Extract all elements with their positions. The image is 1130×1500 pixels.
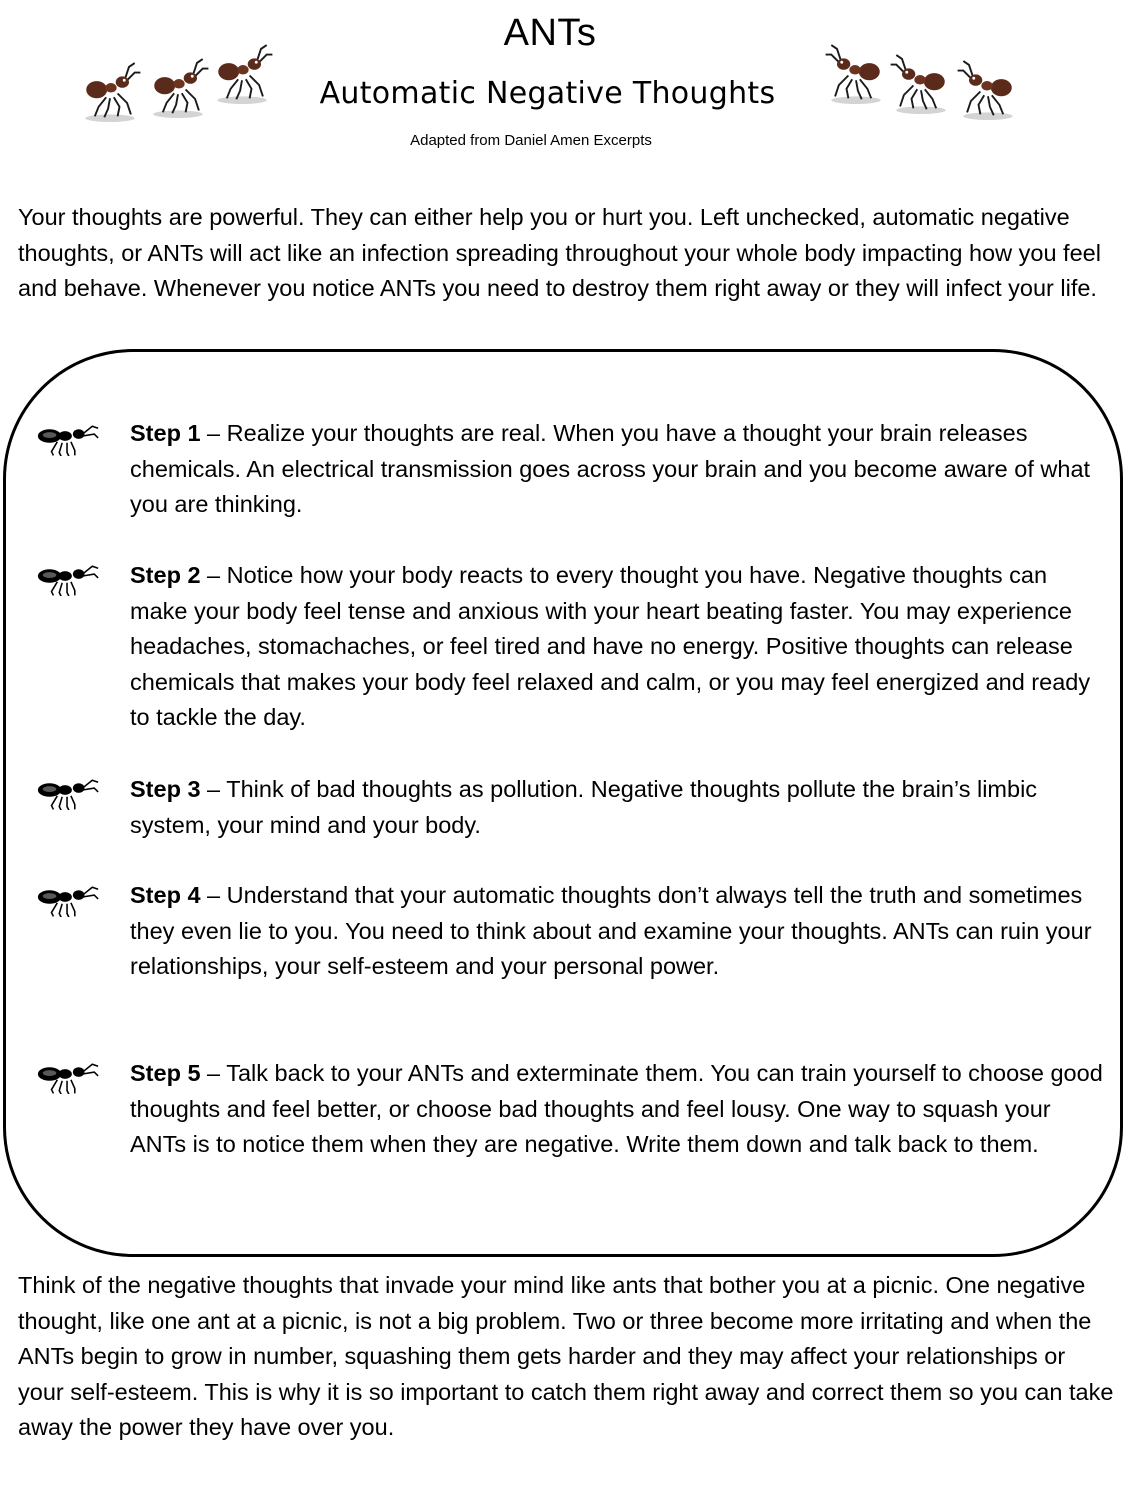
step-5 [130,1056,1105,1163]
step-label: Step 2 [130,562,201,588]
page-title: ANTs [503,12,597,54]
step-1 [130,416,1105,523]
step-label: Step 1 [130,420,201,446]
ant-icon [826,45,881,104]
attribution: Adapted from Daniel Amen Excerpts [410,132,652,149]
step-4 [130,878,1105,985]
step-text: – Talk back to your ANTs and exterminate them. You can train yourself to choose good thoughts and feel better, or choose bad thoughts and feel lousy. One way to squash your ANTs is to notice them when they are negative. Write them down and talk back to them. [130,1060,1103,1158]
ant-icon [34,556,102,596]
ant-icon [958,61,1013,120]
ant-icon [34,1054,102,1094]
step-3 [130,772,1105,843]
step-text: – Understand that your automatic thoughts don’t always tell the truth and sometimes they even lie to you. You need to think about and examine your thoughts. ANTs can ruin your relationships, your self-esteem and your personal power. [130,882,1092,980]
step-2 [130,558,1105,736]
step-text: – Notice how your body reacts to every thought you have. Negative thoughts can make your body feel tense and anxious with your heart beating faster. You may experience headaches, stomachaches, or feel tired and have no energy. Positive thoughts can release chemicals that makes your body feel relaxed and calm, or you may feel energized and ready to tackle the day. [130,562,1091,731]
intro-paragraph: Your thoughts are powerful. They can either help you or hurt you. Left unchecked, automatic negative thoughts, or ANTs will act like an infection spreading throughout your whole body impacting how you feel and behave. Whenever you notice ANTs you need to destroy them right away or they will infect your life. [18,204,1101,302]
ant-icon [34,770,102,810]
step-label: Step 4 [130,882,201,908]
step-text: – Think of bad thoughts as pollution. Negative thoughts pollute the brain’s limbic system, your mind and your body. [130,776,1038,838]
ant-icon [153,59,208,118]
ants-left-illustration [80,36,280,128]
step-text: – Realize your thoughts are real. When you have a thought your brain releases chemicals. An electrical transmission goes across your brain and you become aware of what you are thinking. [130,420,1091,518]
closing-paragraph: Think of the negative thoughts that invade your mind like ants that bother you at a picnic. One negative thought, like one ant at a picnic, is not a big problem. Two or three become more irritating and when the ANTs begin to grow in number, squashing them gets harder and they may affect your relationships or your self-esteem. This is why it is so important to catch them right away and correct them so you can take away the power they have over you. [18,1272,1114,1441]
ant-icon [891,55,946,114]
page-subtitle: Automatic Negative Thoughts [319,76,776,111]
step-label: Step 3 [130,776,201,802]
ant-icon [85,63,140,122]
ants-right-illustration [816,36,1016,120]
ant-icon [217,45,272,104]
ant-icon [34,416,102,456]
step-label: Step 5 [130,1060,201,1086]
ant-icon [34,877,102,917]
